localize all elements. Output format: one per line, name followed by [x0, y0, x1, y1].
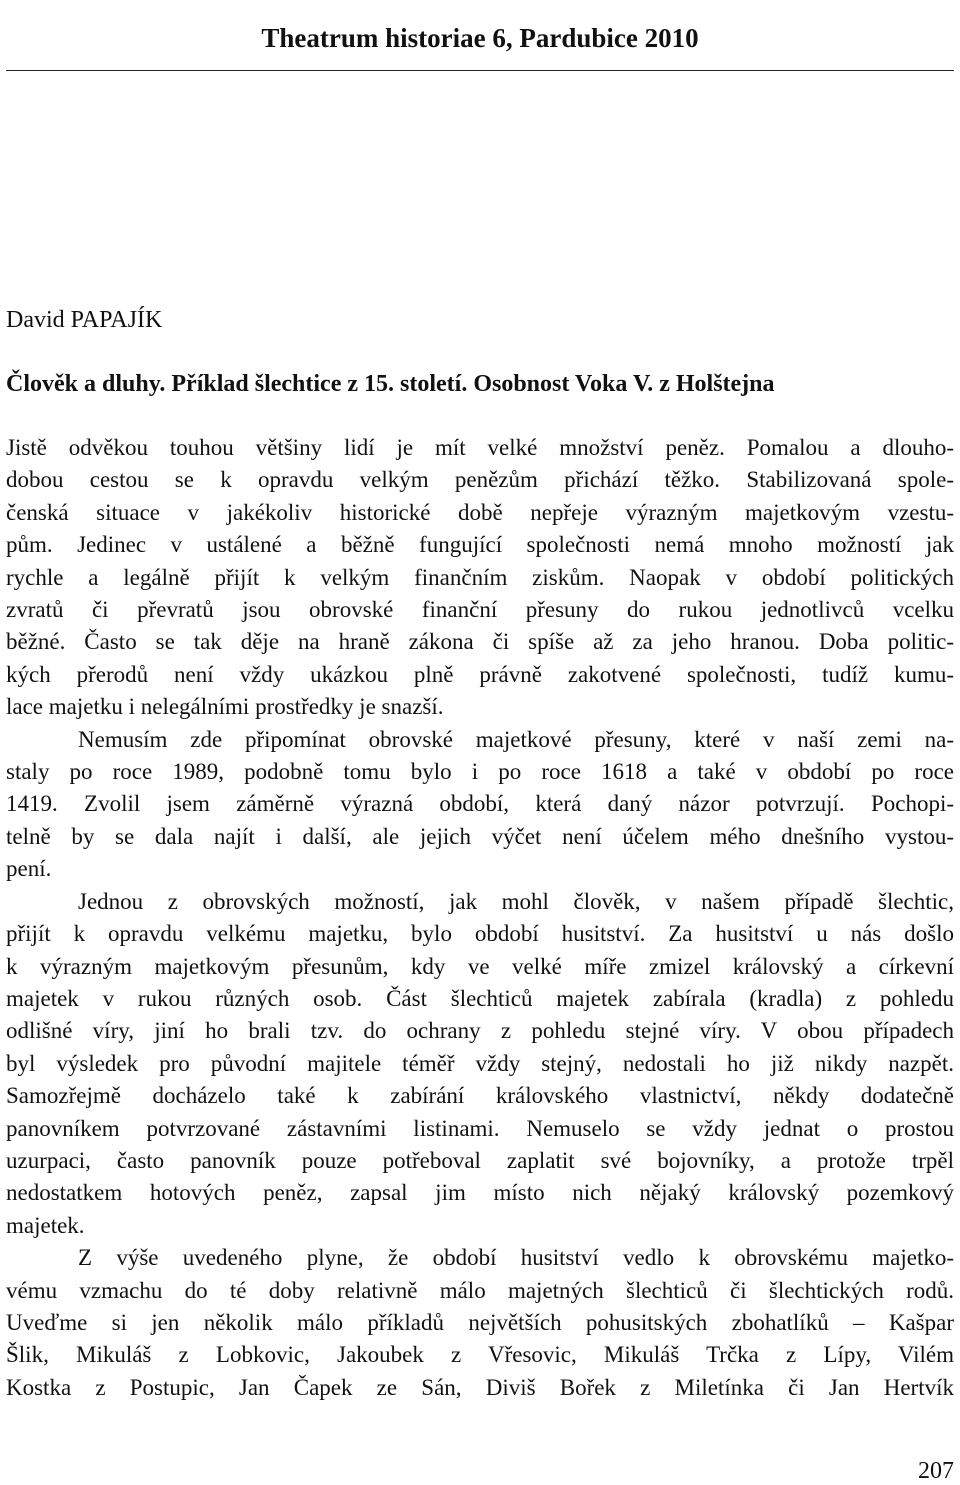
- page-number: 207: [918, 1458, 954, 1484]
- body-line: majetek.: [6, 1212, 85, 1238]
- body-line: 1419. Zvolil jsem záměrně výrazná období, která daný názor potvrzují. Pochopi-: [6, 791, 954, 817]
- body-line: lace majetku i nelegálními prostředky je snazší.: [6, 694, 444, 720]
- body-line: Samozřejmě docházelo také k zabírání královského vlastnictví, někdy dodatečně: [6, 1083, 954, 1109]
- body-line: běžné. Často se tak děje na hraně zákona či spíše až za jeho hranou. Doba politic-: [6, 629, 954, 655]
- body-line: pení.: [6, 856, 52, 882]
- author-name: David PAPAJÍK: [6, 307, 163, 333]
- body-line: přijít k opravdu velkému majetku, bylo období husitství. Za husitství u nás došlo: [6, 921, 954, 947]
- body-line: vému vzmachu do té doby relativně málo majetných šlechticů či šlechtických rodů.: [6, 1277, 954, 1303]
- body-line: byl výsledek pro původní majitele téměř vždy stejný, nedostali ho již nikdy nazpět.: [6, 1050, 954, 1076]
- body-line: Z výše uvedeného plyne, že období husitství vedlo k obrovskému majetko-: [78, 1245, 954, 1271]
- body-line: panovníkem potvrzované zástavními listinami. Nemuselo se vždy jednat o prostou: [6, 1115, 954, 1141]
- body-line: rychle a legálně přijít k velkým finančním ziskům. Naopak v období politických: [6, 564, 954, 590]
- body-line: uzurpaci, často panovník pouze potřeboval zaplatit své bojovníky, a protože trpěl: [6, 1147, 954, 1173]
- body-line: zvratů či převratů jsou obrovské finanční přesuny do rukou jednotlivců vcelku: [6, 597, 954, 623]
- body-line: kých přerodů není vždy ukázkou plně právně zakotvené společnosti, tudíž kumu-: [6, 661, 954, 687]
- body-line: pům. Jedinec v ustálené a běžně fungující společnosti nemá mnoho možností jak: [6, 532, 954, 558]
- article-body: [6, 432, 954, 1404]
- header-rule: [6, 70, 954, 71]
- body-line: dobou cestou se k opravdu velkým penězům přichází těžko. Stabilizovaná spole-: [6, 467, 954, 493]
- body-line: Uveďme si jen několik málo příkladů největších pohusitských zbohatlíků – Kašpar: [6, 1309, 954, 1335]
- body-line: Nemusím zde připomínat obrovské majetkové přesuny, které v naší zemi na-: [78, 726, 954, 752]
- body-line: Jednou z obrovských možností, jak mohl člověk, v našem případě šlechtic,: [78, 888, 954, 914]
- running-header: Theatrum historiae 6, Pardubice 2010: [261, 23, 699, 53]
- body-line: staly po roce 1989, podobně tomu bylo i po roce 1618 a také v období po roce: [6, 759, 954, 785]
- body-line: Šlik, Mikuláš z Lobkovic, Jakoubek z Vřesovic, Mikuláš Trčka z Lípy, Vilém: [6, 1342, 954, 1368]
- body-line: k výrazným majetkovým přesunům, kdy ve velké míře zmizel královský a církevní: [6, 953, 954, 979]
- body-line: Kostka z Postupic, Jan Čapek ze Sán, Diviš Bořek z Miletínka či Jan Hertvík: [6, 1374, 954, 1400]
- body-line: čenská situace v jakékoliv historické době nepřeje výrazným majetkovým vzestu-: [6, 499, 954, 525]
- body-line: telně by se dala najít i další, ale jejich výčet není účelem mého dnešního vystou-: [6, 823, 954, 849]
- body-line: majetek v rukou různých osob. Část šlechticů majetek zabírala (kradla) z pohledu: [6, 985, 954, 1011]
- article-title: Člověk a dluhy. Příklad šlechtice z 15. století. Osobnost Voka V. z Holštejna: [6, 371, 775, 397]
- body-line: nedostatkem hotových peněz, zapsal jim místo nich nějaký královský pozemkový: [6, 1180, 954, 1206]
- body-line: Jistě odvěkou touhou většiny lidí je mít velké množství peněz. Pomalou a dlouho-: [6, 435, 954, 460]
- body-line: odlišné víry, jiní ho brali tzv. do ochrany z pohledu stejné víry. V obou případech: [6, 1018, 954, 1044]
